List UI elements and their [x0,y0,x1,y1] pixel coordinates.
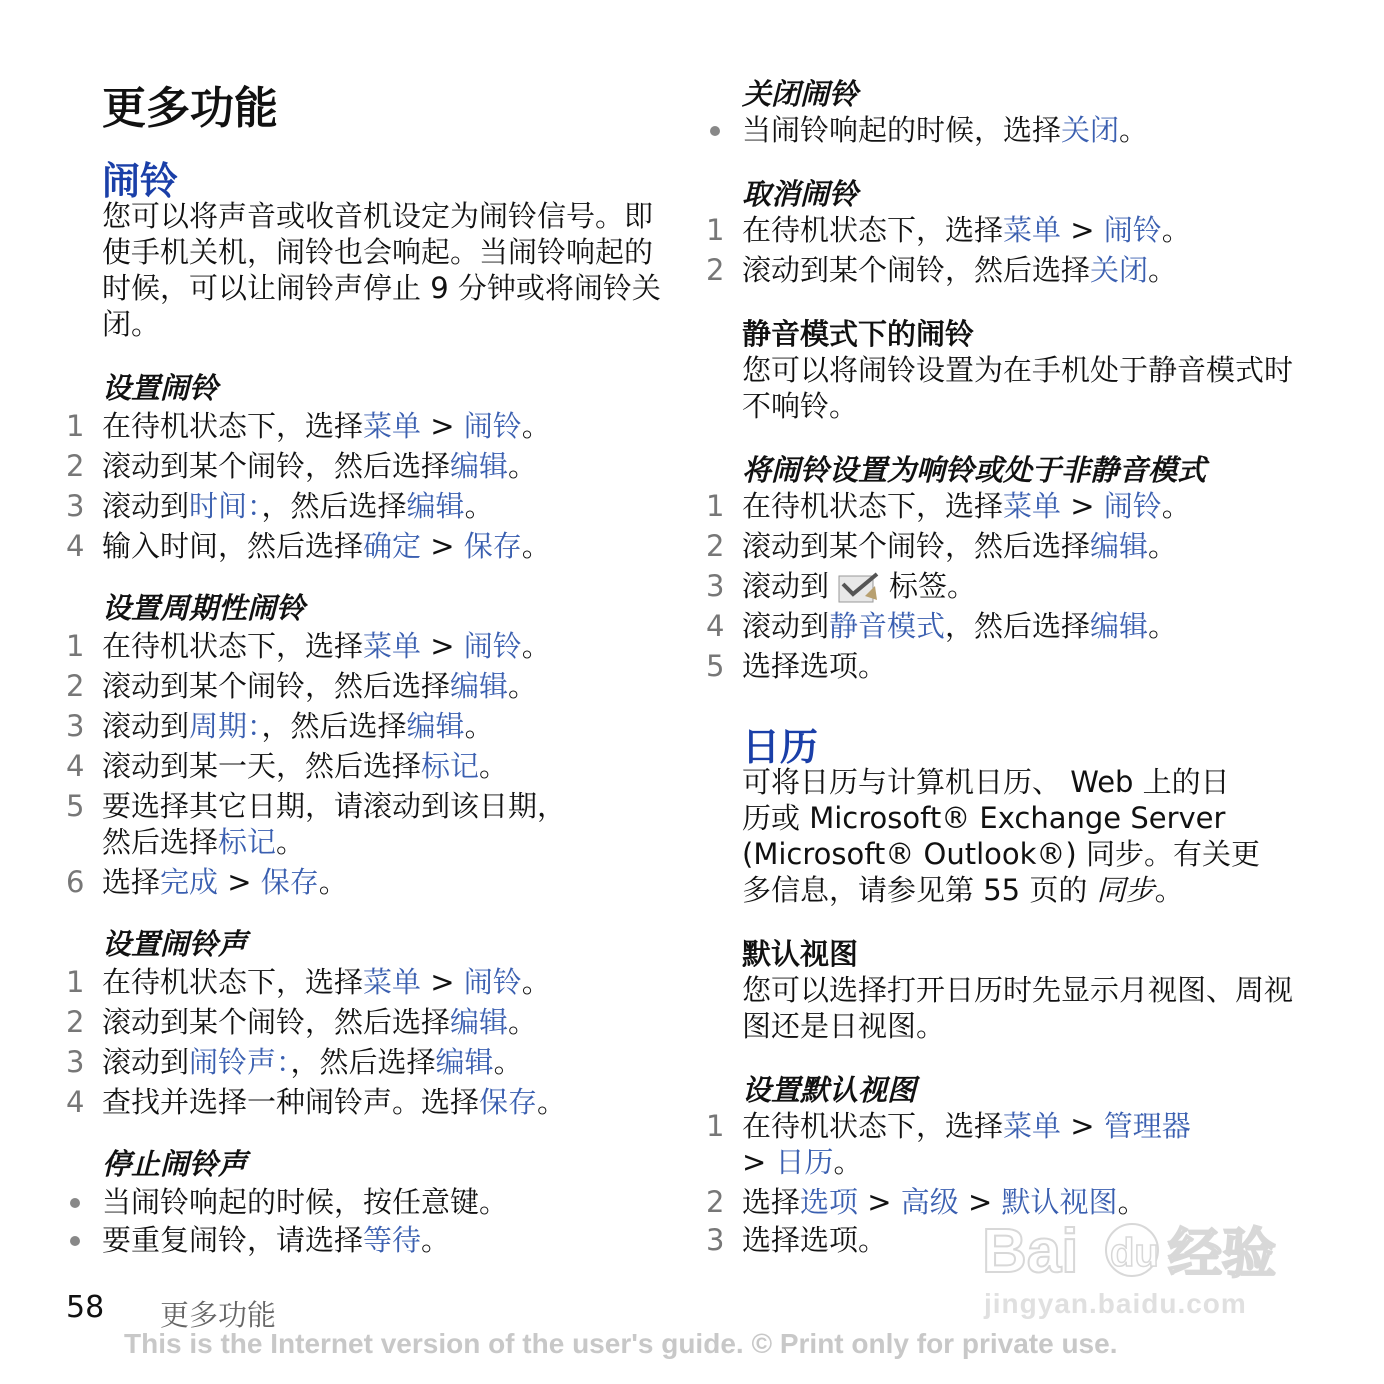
alarm-link: 闹铃 [463,629,522,663]
options-link: 选项 [800,1185,859,1219]
alarm-signal-title: 设置闹铃声 [102,927,248,961]
tab-icon [837,570,881,606]
calendar-link: 日历 [775,1145,834,1179]
step-number: 2 [706,253,725,287]
alarm-link: 闹铃 [463,409,522,443]
calendar-heading: 日历 [742,725,819,769]
footer-section-label: 更多功能 [160,1298,277,1332]
footer-disclaimer: This is the Internet version of the user's guide. © Print only for private use. [124,1328,1118,1359]
silent-mode-title: 静音模式下的闹铃 [742,317,975,351]
step-number: 3 [66,1045,85,1079]
step-number: 2 [66,1005,85,1039]
step-number: 3 [66,709,85,743]
close-alarm-title: 关闭闹铃 [742,77,859,111]
menu-link: 菜单 [363,629,422,663]
alarm-intro: 您可以将声音或收音机设定为闹铃信号。即使手机关机，闹铃也会响起。当闹铃响起的时候，可以让闹铃声停止 9 分钟或将闹铃关闭。 [102,199,661,341]
edit-link: 编辑 [406,489,465,523]
recurrent-alarm-title: 设置周期性闹铃 [102,591,306,625]
menu-link: 菜单 [1003,489,1062,523]
silent-mode-body: 您可以将闹铃设置为在手机处于静音模式时不响铃。 [742,353,1294,423]
watermark-url: jingyan.baidu.com [984,1288,1247,1319]
save-link: 保存 [260,865,319,899]
cancel-alarm-title: 取消闹铃 [742,177,859,211]
edit-link: 编辑 [450,669,509,703]
set-default-view-title: 设置默认视图 [742,1073,917,1107]
alarm-link: 闹铃 [1103,213,1162,247]
step-number: 5 [66,789,85,823]
step-number: 1 [66,965,85,999]
done-link: 完成 [160,865,219,899]
menu-link: 菜单 [363,965,422,999]
menu-link: 菜单 [363,409,422,443]
menu-link: 菜单 [1003,1109,1062,1143]
sync-reference: 同步 [1096,873,1155,907]
step-number: 1 [706,489,725,523]
step-number: 2 [706,529,725,563]
baidu-watermark-logo [982,1210,1302,1294]
step-number: 1 [66,409,85,443]
calendar-intro-3: (Microsoft® Outlook®) 同步。有关更 [742,837,1260,871]
step-number: 4 [706,609,725,643]
alarm-signal-link: 闹铃声： [189,1045,291,1079]
page-title: 更多功能 [102,83,278,134]
edit-link: 编辑 [435,1045,494,1079]
watermark-bai: Bai [982,1217,1079,1286]
baidu-paw-icon [1106,1224,1159,1276]
bullet-dot [70,1236,80,1246]
recurrent-link: 周期： [189,709,262,743]
step-number: 3 [706,1223,725,1257]
default-view-body: 您可以选择打开日历时先显示月视图、周视图还是日视图。 [742,973,1294,1043]
close-link: 关闭 [1090,253,1149,287]
bullet-dot [70,1198,80,1208]
silent-mode-link: 静音模式 [829,609,946,643]
alarm-link: 闹铃 [463,965,522,999]
step-number: 6 [66,865,85,899]
default-view-link: 默认视图 [1001,1185,1118,1219]
edit-link: 编辑 [450,1005,509,1039]
step-number: 3 [706,569,725,603]
close-link: 关闭 [1061,113,1120,147]
mark-link: 标记 [421,749,480,783]
alarm-link: 闹铃 [1103,489,1162,523]
step-number: 2 [66,449,85,483]
watermark-du: du [1110,1231,1159,1275]
bullet-dot [710,126,720,136]
ok-link: 确定 [363,529,422,563]
page-number: 58 [66,1290,105,1325]
watermark-jingyan: 经验 [1168,1222,1276,1285]
edit-link: 编辑 [1090,529,1149,563]
advanced-link: 高级 [900,1185,959,1219]
edit-link: 编辑 [1090,609,1149,643]
default-view-title: 默认视图 [742,937,859,971]
step-number: 3 [66,489,85,523]
alarm-heading: 闹铃 [102,159,179,203]
set-alarm-title: 设置闹铃 [102,371,219,405]
step-number: 1 [706,213,725,247]
step-number: 5 [706,649,725,683]
calendar-intro-1: 可将日历与计算机日历、 Web 上的日 [742,765,1230,799]
snooze-link: 等待 [363,1223,422,1257]
edit-link: 编辑 [406,709,465,743]
step-number: 4 [66,529,85,563]
step-number: 2 [66,669,85,703]
calendar-intro-2: 历或 Microsoft® Exchange Server [742,801,1226,835]
calendar-intro-4: 多信息，请参见第 55 页的 同步。 [742,873,1184,907]
step-number: 4 [66,1085,85,1119]
mark-link: 标记 [218,825,277,859]
time-link: 时间： [189,489,262,523]
save-link: 保存 [479,1085,538,1119]
stop-alarm-title: 停止闹铃声 [102,1147,248,1181]
organizer-link: 管理器 [1103,1109,1191,1143]
edit-link: 编辑 [450,449,509,483]
save-link: 保存 [463,529,522,563]
step-number: 1 [706,1109,725,1143]
step-number: 2 [706,1185,725,1219]
ring-mode-title: 将闹铃设置为响铃或处于非静音模式 [742,453,1207,487]
step-number: 4 [66,749,85,783]
menu-link: 菜单 [1003,213,1062,247]
step-number: 1 [66,629,85,663]
